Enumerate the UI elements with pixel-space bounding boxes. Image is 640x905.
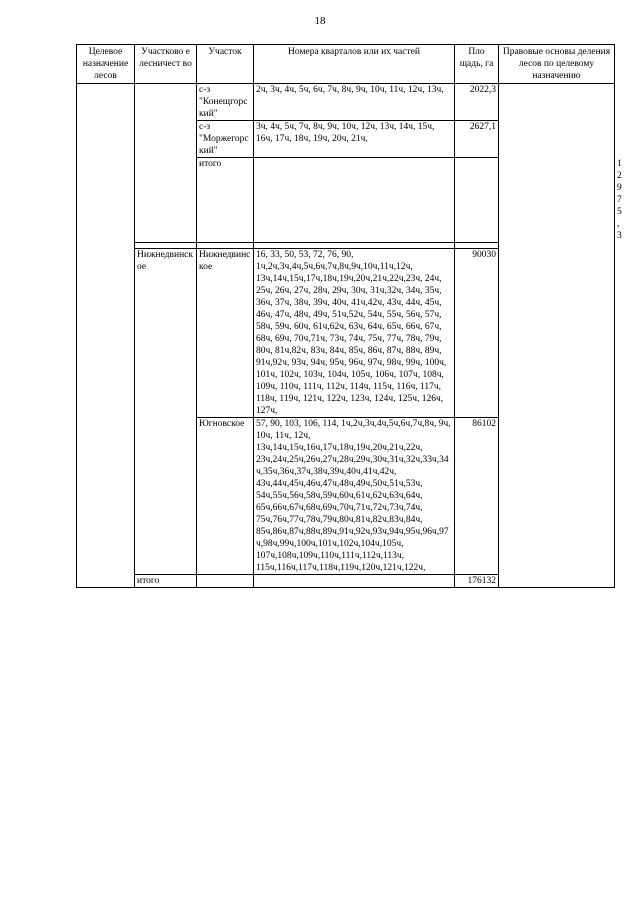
header-legal-basis: Правовые основы деления лесов по целевому назначению [499,45,615,84]
header-plot: Участок [197,45,254,84]
plot-cell: с-з "Моржегорский" [197,121,254,158]
district-cell: Нижнедвинское [135,249,197,575]
plot-cell: Нижнедвинское [197,249,254,418]
total-label: итого [135,575,197,588]
quarters-cell: 57, 90, 103, 106, 114, 1ч,2ч,3ч,4ч,5ч,6ч,7ч,8ч, 9ч, 10ч, 11ч, 12ч, 13ч,14ч,15ч,16ч,17ч,18ч,19ч,20ч,21ч,22ч, 23ч,24ч,25ч,26ч,27ч,28ч,29ч,30ч,31ч,32ч,33ч,34ч,35ч,36ч,37ч,38ч,39ч,40ч,41ч,42ч, 43ч,44ч,45ч,46ч,47ч,48ч,49ч,50ч,51ч,53ч, 54ч,55ч,56ч,58ч,59ч,60ч,61ч,62ч,63ч,64ч, 65ч,66ч,67ч,68ч,69ч,70ч,71ч,72ч,73ч,74ч, 75ч,76ч,77ч,78ч,79ч,80ч,81ч,82ч,83ч,84ч, 85ч,86ч,87ч,88ч,89ч,91ч,92ч,93ч,94ч,95ч,96ч,97ч,98ч,99ч,100ч,101ч,102ч,104ч,105ч, 107ч,108ч,109ч,110ч,111ч,112ч,113ч, 115ч,116ч,117ч,118ч,119ч,120ч,121ч,122ч, [254,418,455,575]
header-purpose: Целевое назначение лесов [77,45,135,84]
table-row [77,84,615,121]
quarters-cell: 16, 33, 50, 53, 72, 76, 90, 1ч,2ч,3ч,4ч,5ч,6ч,7ч,8ч,9ч,10ч,11ч,12ч, 13ч,14ч,15ч,17ч,18ч,19ч,20ч,21ч,22ч,23ч, 24ч, 25ч, 26ч, 27ч, 28ч, 29ч, 30ч, 31ч,32ч, 34ч, 35ч, 36ч, 37ч, 38ч, 39ч, 40ч, 41ч,42ч, 43ч, 44ч, 45ч, 46ч, 47ч, 48ч, 49ч, 51ч,52ч, 54ч, 55ч, 56ч, 57ч, 58ч, 59ч, 60ч, 61ч,62ч, 63ч, 64ч, 65ч, 66ч, 67ч, 68ч, 69ч, 70ч,71ч, 73ч, 74ч, 75ч, 77ч, 78ч, 79ч, 80ч, 81ч,82ч, 83ч, 84ч, 85ч, 86ч, 87ч, 88ч, 89ч, 91ч,92ч, 93ч, 94ч, 95ч, 96ч, 97ч, 98ч, 99ч, 100ч, 101ч, 102ч, 103ч, 104ч, 105ч, 106ч, 107ч, 108ч, 109ч, 110ч, 111ч, 112ч, 114ч, 115ч, 116ч, 117ч, 118ч, 119ч, 121ч, 122ч, 123ч, 124ч, 125ч, 126ч, 127ч, [254,249,455,418]
subtotal-label: итого [197,158,254,243]
empty-cell [197,575,254,588]
area-cell: 90030 [455,249,499,418]
page-number: 18 [314,15,326,27]
district-cell [135,84,197,243]
legal-basis-cell [499,84,615,588]
plot-cell: Югновское [197,418,254,575]
header-quarters: Номера кварталов или их частей [254,45,455,84]
purpose-cell [77,84,135,588]
area-cell: 86102 [455,418,499,575]
plot-cell: с-з "Конещгорский" [197,84,254,121]
quarters-cell: 2ч, 3ч, 4ч, 5ч, 6ч, 7ч, 8ч, 9ч, 10ч, 11ч, 12ч, 13ч, [254,84,455,121]
area-cell: 2022,3 [455,84,499,121]
total-area: 176132 [455,575,499,588]
area-cell: 2627,1 [455,121,499,158]
header-district-forestry: Участково е лесничест во [135,45,197,84]
subtotal-row: итого 12975,3 [77,158,615,243]
quarters-cell: 3ч, 4ч, 5ч, 7ч, 8ч, 9ч, 10ч, 12ч, 13ч, 14ч, 15ч, 16ч, 17ч, 18ч, 19ч, 20ч, 21ч, [254,121,455,158]
empty-cell [254,158,455,243]
header-area: Пло щадь, га [455,45,499,84]
empty-cell [455,158,499,243]
empty-cell [254,575,455,588]
forest-division-table [76,44,622,588]
table-header-row [77,45,615,84]
